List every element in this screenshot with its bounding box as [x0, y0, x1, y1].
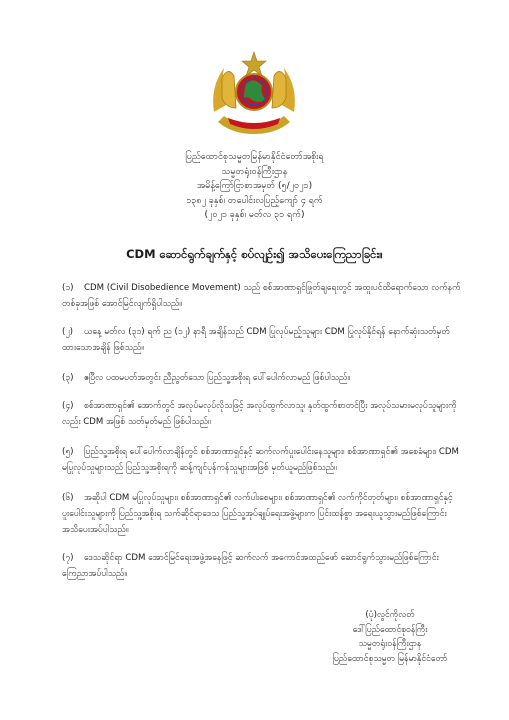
paragraph-4 — [62, 398, 462, 430]
signatory-title: ဒေါ်ပြည်ထောင်စုဝန်ကြီး — [352, 624, 428, 635]
signature-block — [300, 608, 480, 666]
header-order-number: အမိန့်ကြော်ငြာစာအမှတ် (၅/၂၀၂၁) — [196, 181, 313, 191]
paragraph-text: အဆိုပါ CDM မပြုလုပ်သူများ၊ စစ်အာဏာရှင်၏ လက်ပါးစေများ၊ စစ်အာဏာရှင်၏ လက်ကိုင်တုတ်များ၊ စစ်အာဏာရှင်နှင့် ပူးပေါင်းသူများကို ပြည်သူ့အစိုးရ သက်ဆိုင်ရာဒေသ ပြည်သူ့အုပ်ချုပ်ရေးအဖွဲ့များက ပြင်းထန်စွာ အရေးယူသွားမည်ဖြစ်ကြောင်း အသိပေးအပ်ပါသည်။ — [62, 493, 453, 535]
paragraph-number: (၅) — [62, 447, 74, 457]
paragraph-text: ပြည်သူ့အစိုးရ ပေါ်ပေါက်လာချိန်တွင် စစ်အာဏာရှင်နှင့် ဆက်လက်ပူးပေါင်းနေသူများ၊ စစ်အာဏာရှင်၏ အစေခံများ၊ CDM မပြုလုပ်သူများသည် ပြည်သူ့အစိုးရကို ဆန့်ကျင်ပုန်ကန်သူများအဖြစ် မှတ်ယူမည်ဖြစ်သည်။ — [62, 447, 459, 473]
paragraph-5 — [62, 444, 462, 476]
paragraph-1 — [62, 280, 462, 312]
paragraph-2 — [62, 324, 462, 356]
paragraph-3 — [62, 370, 462, 386]
paragraph-number: (၇) — [62, 553, 74, 563]
header-government: ပြည်ထောင်စုသမ္မတမြန်မာနိုင်ငံတော်အစိုးရ — [185, 152, 324, 162]
paragraph-text: ဧပြီလ ပထမပတ်အတွင်း ညီညွတ်သော ပြည်သူ့အစိုးရ ပေါ်ပေါက်လာမည် ဖြစ်ပါသည်။ — [84, 373, 350, 383]
signatory-country: ပြည်ထောင်စုသမ္မတ မြန်မာနိုင်ငံတော် — [332, 653, 448, 664]
paragraph-6 — [62, 490, 462, 538]
paragraph-text: CDM (Civil Disobedience Movement) သည် စစ်အာဏာရှင်ဖြုတ်ချရေးတွင် အထူးပင်ထိရောက်သော လက်နက်တစ်ခုအဖြစ် အောင်မြင်လျက်ရှိပါသည်။ — [62, 283, 461, 309]
state-seal-emblem — [204, 42, 304, 142]
header-ministry: သမ္မတရုံးဝန်ကြီးဌာန — [221, 166, 288, 177]
paragraph-text: ဒေသဆိုင်ရာ CDM အောင်မြင်ရေးအဖွဲ့အနေဖြင့် ဆက်လက် အကောင်အထည်ဖော် ဆောင်ရွက်သွားမည်ဖြစ်ကြောင်း ကြေညာအပ်ပါသည်။ — [62, 553, 439, 579]
paragraph-number: (၆) — [62, 493, 74, 503]
paragraph-number: (၂) — [62, 327, 73, 337]
header-myanmar-date: ၁၃၈၂ ခုနှစ်၊ တပေါင်းလပြည့်ကျော် ၄ ရက် — [186, 195, 323, 206]
paragraph-number: (၄) — [62, 401, 74, 411]
header-gregorian-date: (၂၀၂၁ ခုနှစ်၊ မတ်လ ၃၁ ရက်) — [204, 210, 305, 220]
document-title: CDM ဆောင်ရွက်ချက်နှင့် စပ်လျဉ်း၍ အသိပေးကြေညာခြင်း။ — [126, 247, 383, 261]
paragraph-text: ယနေ့ မတ်လ (၃၁) ရက် ည (၁၂) နာရီ အချိန်သည် CDM ပြုလုပ်မည့်သူများ CDM ပြုလုပ်နိုင်ရန် နောက်ဆုံးသတ်မှတ်ထားသောအချိန် ဖြစ်သည်။ — [62, 327, 450, 353]
signatory-ministry: သမ္မတရုံးဝန်ကြီးဌာန — [358, 639, 422, 649]
document-header — [0, 150, 509, 223]
paragraph-7 — [62, 550, 462, 582]
signatory-name: (ပုံ)လွင်ကိုလတ် — [365, 610, 415, 620]
paragraph-text: စစ်အာဏာရှင်၏ အောက်တွင် အလုပ်မလုပ်လိုသဖြင့် အလုပ်ထွက်လာသူ၊ နုတ်ထွက်စာတင်ပြီး အလုပ်သမားမလုပ်သူများကိုလည်း CDM အဖြစ် သတ်မှတ်မည် ဖြစ်ပါသည်။ — [62, 401, 457, 427]
paragraph-number: (၁) — [62, 283, 74, 293]
paragraph-number: (၃) — [62, 373, 74, 383]
